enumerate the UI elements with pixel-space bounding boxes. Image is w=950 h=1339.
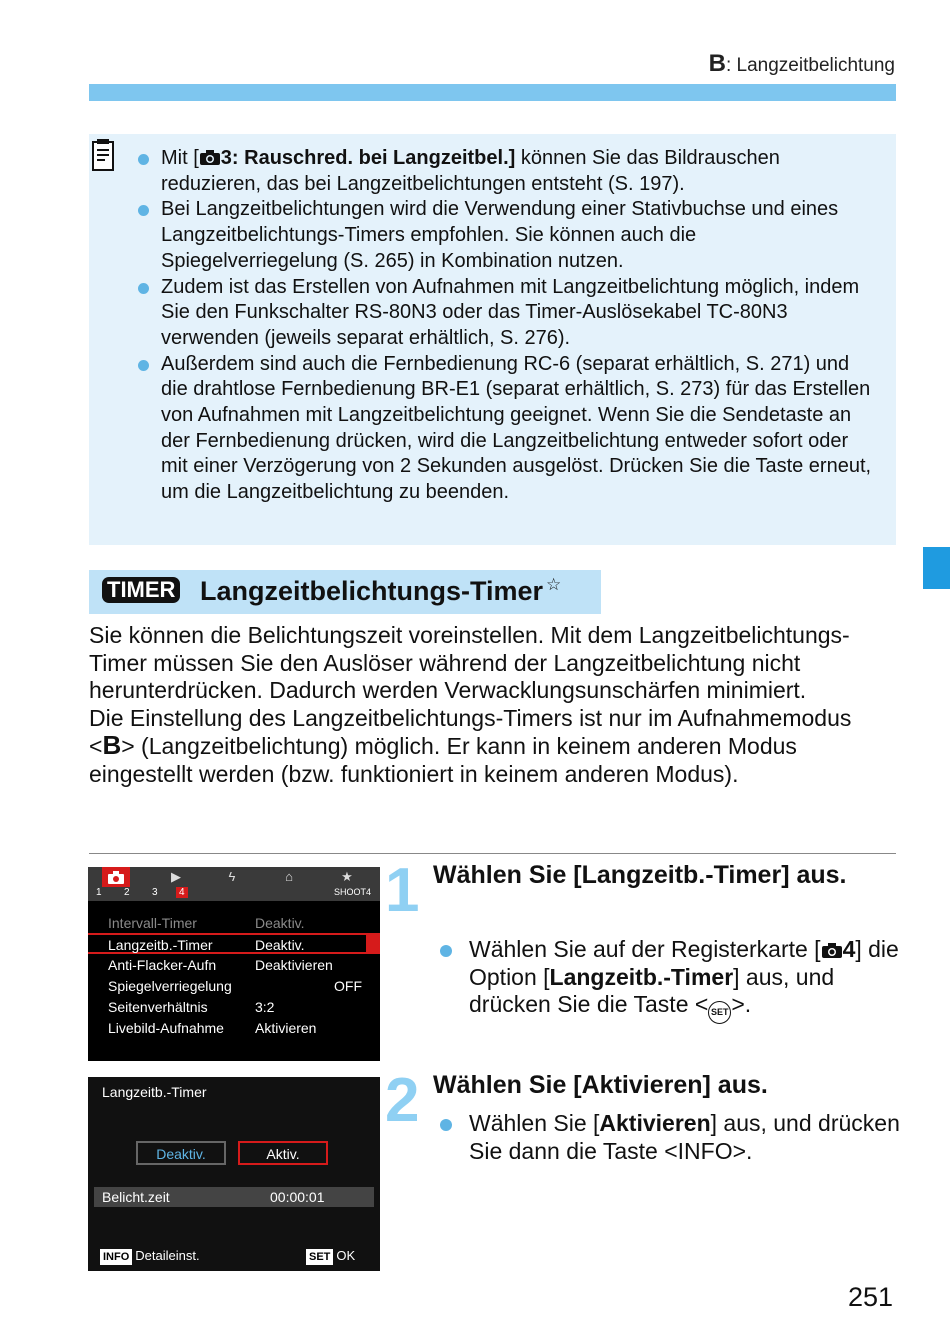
step-body: Wählen Sie [Aktivieren] aus, und drücken Sie dann die Taste <INFO>. [440, 1110, 900, 1165]
menu-row[interactable]: Intervall-Timer Deaktiv. [108, 915, 305, 931]
bullet-icon [440, 945, 452, 957]
camera-icon [199, 149, 221, 166]
option-aktiv[interactable]: Aktiv. [238, 1141, 328, 1165]
intro-paragraph-2: Die Einstellung des Langzeitbelichtungs-Timers ist nur im Aufnahmemodus <B> (Langzeitbelichtung) möglich. Er kann in keinem anderen Modus eingestellt werden (bzw. funktioniert in keinem anderen Modus). [89, 704, 852, 787]
menu-row[interactable]: Spiegelverriegelung OFF [108, 978, 362, 994]
chapter-thumb-tab [923, 547, 950, 589]
dialog-screenshot [88, 1077, 380, 1271]
note-pad-icon [91, 138, 117, 172]
menu-row[interactable]: Livebild-Aufnahme Aktivieren [108, 1020, 317, 1036]
note-item: Außerdem sind auch die Fernbedienung RC-6 (separat erhältlich, S. 271) und die drahtlose Fernbedienung BR-E1 (separat erhältlich, S. 273) für das Erstellen von Aufnahmen mit Langzeitbelichtung geeignet. Wenn Sie die Sendetaste an der Fernbedienung drücken, wird die Langzeitbelichtung entweder sofort oder mit einer Verzögerung von 2 Sekunden ausgelöst. Drücken Sie die Taste erneut, um die Langzeitbelichtung zu beenden. [135, 352, 875, 506]
intro-paragraph-1: Sie können die Belichtungszeit voreinstellen. Mit dem Langzeitbelichtungs-Timer müssen Sie den Auslöser während der Langzeitbelichtung nicht herunterdrücken. Dadurch werden Verwacklungsunschärfen minimiert. [89, 622, 850, 703]
intro-text [89, 622, 899, 788]
section-heading [89, 570, 601, 614]
step-number: 2 [385, 1066, 420, 1135]
page-number: 251 [848, 1282, 894, 1312]
bullet-icon [138, 154, 149, 165]
menu-row-selected[interactable]: Langzeitb.-Timer Deaktiv. [88, 933, 380, 954]
bullet-icon [138, 360, 149, 371]
timer-mode-badge: TIMER [102, 577, 180, 603]
header-color-bar [89, 84, 896, 101]
custom-tab-icon: ⌂ [285, 869, 293, 884]
note-item: Bei Langzeitbelichtungen wird die Verwendung einer Stativbuchse und eines Langzeitbelichtungs-Timers empfohlen. Sie können auch die Spiegelverriegelung (S. 265) in Kombination nutzen. [135, 197, 875, 274]
section-title: Langzeitbelichtungs-Timer ☆ [200, 575, 562, 606]
dialog-title: Langzeitb.-Timer [102, 1084, 207, 1100]
bullet-icon [440, 1119, 452, 1131]
step-title: Wählen Sie [Langzeitb.-Timer] aus. [433, 861, 847, 889]
bulb-mode-glyph: B [708, 50, 726, 77]
bulb-mode-glyph: B [102, 730, 122, 760]
note-box [89, 134, 896, 545]
star-tab-icon: ★ [341, 869, 353, 884]
note-item: Zudem ist das Erstellen von Aufnahmen mit Langzeitbelichtung möglich, indem Sie den Funkschalter RS-80N3 oder das Timer-Auslösekabel TC-80N3 verwenden (jeweils separat erhältlich, S. 276). [135, 275, 875, 352]
menu-tab-bar [88, 867, 380, 901]
set-button-icon: SET [708, 1001, 731, 1024]
note-list [135, 146, 875, 506]
star-icon: ☆ [546, 575, 562, 594]
info-detail-button[interactable]: INFO Detaileinst. [100, 1247, 200, 1265]
note-item: Mit [ 3: Rauschred. bei Langzeitbel.] können Sie das Bildrauschen reduzieren, das bei Langzeitbelichtungen entsteht (S. 197). [135, 146, 875, 197]
exposure-time-row[interactable]: Belicht.zeit 00:00:01 [94, 1187, 374, 1207]
menu-row[interactable]: Seitenverhältnis 3:2 [108, 999, 275, 1015]
camera-icon [821, 942, 843, 959]
set-ok-button[interactable]: SET OK [306, 1247, 355, 1265]
camera-tab-icon [102, 867, 130, 887]
bullet-icon [138, 205, 149, 216]
menu-subtabs: 1 2 3 4 SHOOT4 [96, 887, 372, 898]
play-tab-icon: ▶ [171, 869, 181, 884]
divider [89, 853, 896, 854]
menu-row[interactable]: Anti-Flacker-Aufn Deaktivieren [108, 957, 333, 973]
step-title: Wählen Sie [Aktivieren] aus. [433, 1071, 768, 1099]
running-header-text: : Langzeitbelichtung [725, 55, 895, 76]
menu-screenshot [88, 867, 380, 1061]
bullet-icon [138, 283, 149, 294]
running-header [709, 50, 895, 78]
option-deaktiv[interactable]: Deaktiv. [136, 1141, 226, 1165]
wrench-tab-icon: ϟ [228, 869, 236, 884]
step-body: Wählen Sie auf der Registerkarte [ 4] die Option [Langzeitb.-Timer] aus, und drücken Sie die Taste < SET >. [440, 936, 900, 1024]
step-number: 1 [385, 856, 420, 925]
